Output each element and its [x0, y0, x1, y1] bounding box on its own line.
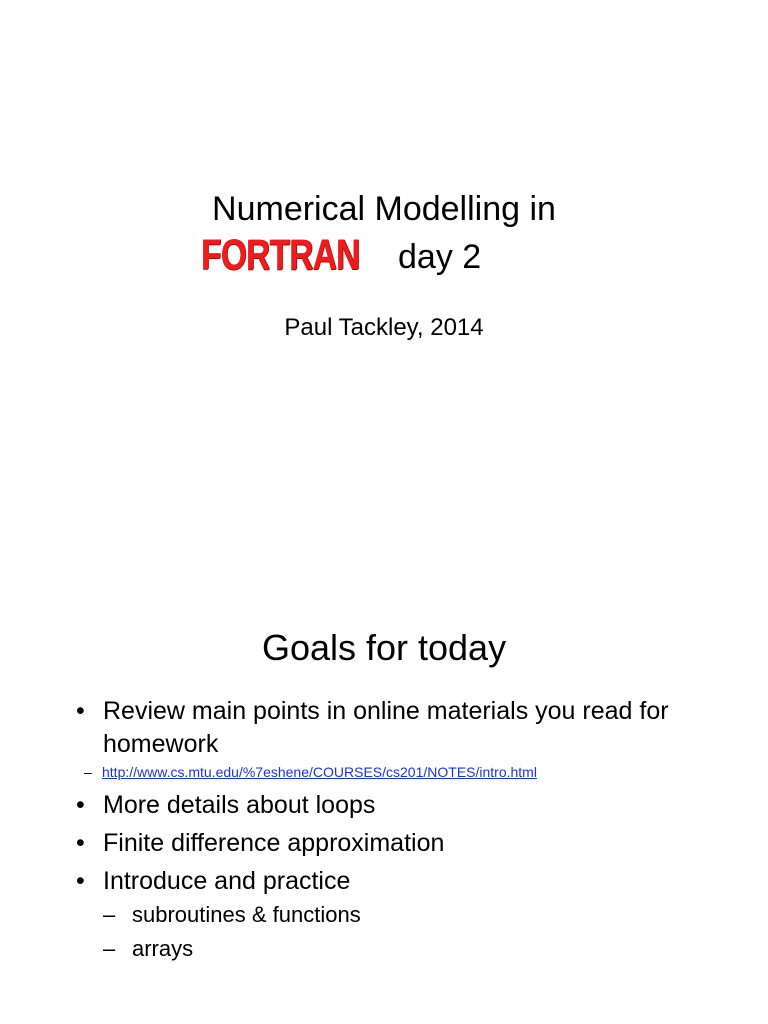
dash-icon: – — [103, 936, 116, 961]
sub-item-text: arrays — [132, 936, 194, 961]
goals-bullet-list — [76, 695, 716, 966]
title-day: day 2 — [398, 238, 482, 276]
bullet-item — [76, 695, 716, 761]
sub-item-link — [76, 761, 716, 783]
dash-icon: – — [103, 902, 116, 927]
dash-icon: – — [84, 764, 92, 780]
sub-item — [103, 932, 716, 966]
bullet-item — [76, 789, 716, 822]
title-line-2 — [201, 230, 482, 280]
title-line-1: Numerical Modelling in — [212, 190, 556, 228]
bullet-text: Review main points in online materials you read for homework — [103, 697, 669, 758]
bullet-item — [76, 827, 716, 860]
homework-link[interactable]: http://www.cs.mtu.edu/%7eshene/COURSES/cs201/NOTES/intro.html — [102, 764, 537, 780]
bullet-item — [76, 865, 716, 966]
bullet-text: Introduce and practice — [103, 867, 351, 895]
fortran-logo: FORTRAN — [201, 231, 360, 279]
goals-title: Goals for today — [261, 627, 507, 668]
bullet-text: More details about loops — [103, 791, 376, 819]
goals-slide — [0, 512, 768, 1024]
author-line: Paul Tackley, 2014 — [284, 314, 484, 341]
bullet-icon: • — [76, 867, 85, 895]
bullet-text: Finite difference approximation — [103, 829, 445, 857]
sub-item — [103, 898, 716, 932]
bullet-icon: • — [76, 829, 85, 857]
bullet-icon: • — [76, 697, 85, 725]
bullet-icon: • — [76, 791, 85, 819]
sub-item-text: subroutines & functions — [132, 902, 361, 927]
sub-item-list — [103, 898, 716, 966]
